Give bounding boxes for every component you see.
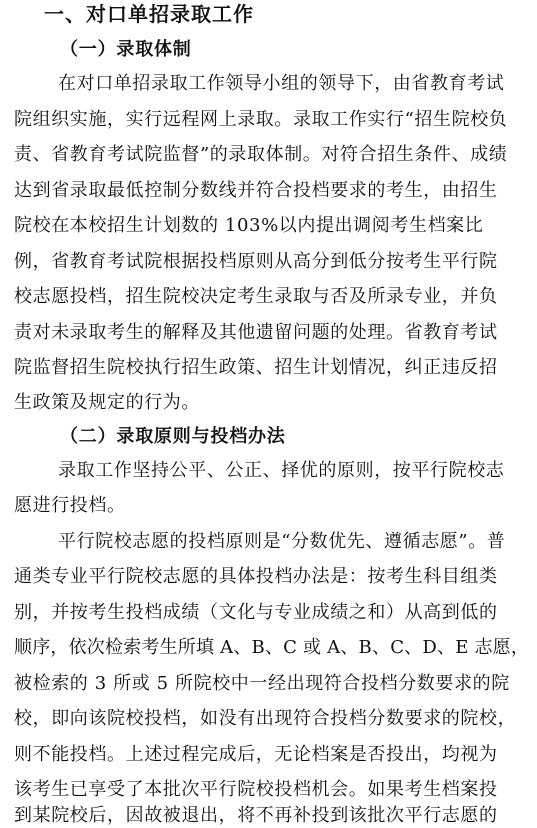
- paragraph-line: 校志愿投档，招生院校决定考生录取与否及所录专业，并负: [14, 286, 498, 307]
- paragraph-line: 责、省教育考试院监督”的录取体制。对符合招生条件、成绩: [14, 144, 508, 165]
- paragraph-line: 该考生已享受了本批次平行院校投档机会。如果考生档案投: [14, 779, 498, 800]
- paragraph-line: 平行院校志愿的投档原则是“分数优先、遵循志愿”。普: [58, 531, 506, 552]
- paragraph-line: 校，即向该院校投档，如没有出现符合投档分数要求的院校，: [14, 708, 517, 729]
- paragraph-line: 被检索的 3 所或 5 所院校中一经出现符合投档分数要求的院: [14, 673, 510, 694]
- paragraph-line: 例，省教育考试院根据投档原则从高分到低分按考生平行院: [14, 251, 498, 272]
- paragraph-line: 录取工作坚持公平、公正、择优的原则，按平行院校志: [58, 460, 505, 481]
- paragraph-line: 则不能投档。上述过程完成后，无论档案是否投出，均视为: [14, 744, 498, 765]
- paragraph-line: 通类专业平行院校志愿的具体投档办法是：按考生科目组类: [14, 566, 498, 587]
- paragraph-line: 院校在本校招生计划数的 103%以内提出调阅考生档案比: [14, 215, 484, 236]
- paragraph-line: 愿进行投档。: [14, 495, 126, 516]
- main-heading: 一、对口单招录取工作: [44, 2, 254, 26]
- paragraph-line: 院监督招生院校执行招生政策、招生计划情况，纠正违反招: [14, 357, 498, 378]
- paragraph-line: 在对口单招录取工作领导小组的领导下，由省教育考试: [58, 73, 505, 94]
- paragraph-line: 生政策及规定的行为。: [14, 392, 200, 413]
- paragraph-line: 院组织实施，实行远程网上录取。录取工作实行“招生院校负: [14, 109, 508, 130]
- paragraph-line: 责对未录取考生的解释及其他遗留问题的处理。省教育考试: [14, 322, 498, 343]
- paragraph-line: 达到省录取最低控制分数线并符合投档要求的考生，由招生: [14, 180, 498, 201]
- section-heading-principles: （二）录取原则与投档办法: [60, 426, 286, 447]
- section-heading-enrollment-system: （一）录取体制: [60, 39, 192, 60]
- paragraph-line: 顺序，依次检索考生所填 A、B、C 或 A、B、C、D、E 志愿，: [14, 637, 530, 658]
- paragraph-line: 别，并按考生投档成绩（文化与专业成绩之和）从高到低的: [14, 602, 498, 623]
- paragraph-line: 到某院校后，因故被退出，将不再补投到该批次平行志愿的: [14, 805, 498, 826]
